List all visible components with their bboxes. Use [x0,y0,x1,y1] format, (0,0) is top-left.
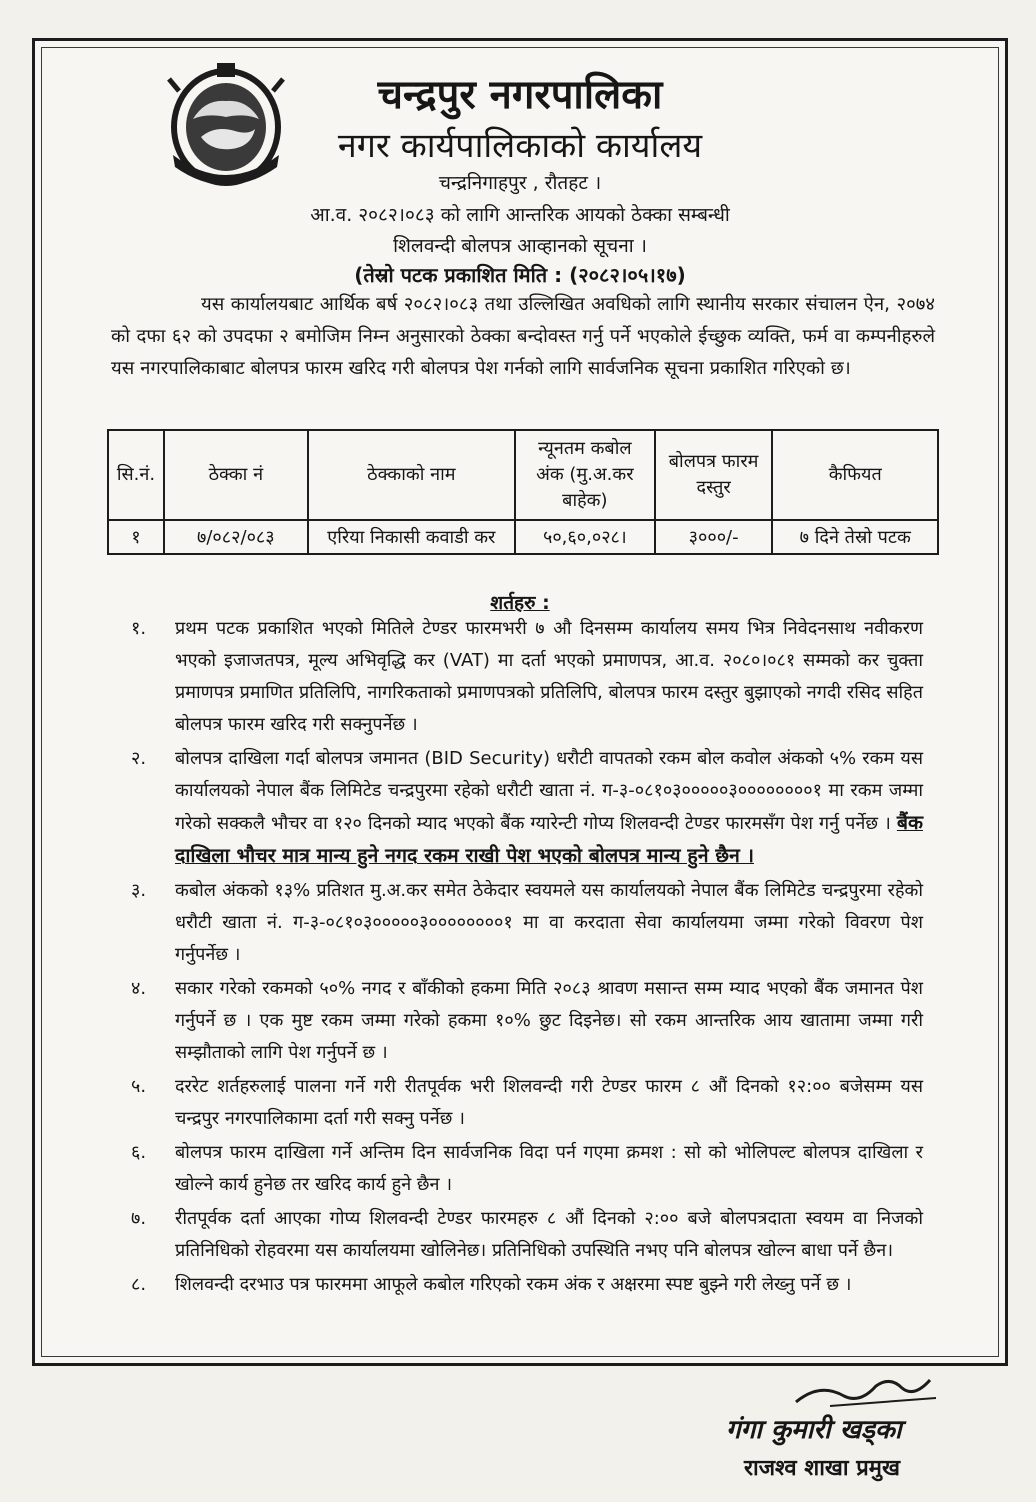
col-remarks: कैफियत [772,430,938,520]
list-item [131,743,923,873]
list-item [131,1269,923,1301]
term-text: शिलवन्दी दरभाउ पत्र फारममा आफूले कबोल गरिएको रकम अंक र अक्षरमा स्पष्ट बुझ्ने गरी लेख्नु पर्ने छ । [175,1274,852,1295]
notice-subject-line1: आ.व. २०८२।०८३ को लागि आन्तरिक आयको ठेक्का सम्बन्धी [310,204,730,226]
col-min-bid: न्यूनतम कबोल अंक (मु.अ.कर बाहेक) [515,430,655,520]
term-number: ४. [131,978,147,999]
col-contract-no: ठेक्का नं [164,430,308,520]
col-serial: सि.नं. [108,430,164,520]
list-item [131,1137,923,1201]
office-title: नगर कार्यपालिकाको कार्यालय [337,126,703,166]
address: चन्द्रनिगाहपुर , रौतहट । [438,172,602,194]
cell-contract-no: ७/०८२/०८३ [164,520,308,554]
cell-form-fee: ३०००/- [655,520,773,554]
term-text: कबोल अंकको १३% प्रतिशत मु.अ.कर समेत ठेकेदार स्वयमले यस कार्यालयको नेपाल बैंक लिमिटेड चन्द्रपुरमा रहेको धरौटी खाता नं. ग-३-०८१०३०००००३००००००००१ मा वा करदाता सेवा कार्यालयमा जम्मा गरेको विवरण पेश गर्नुपर्नेछ । [175,880,923,965]
term-text-wrap [175,743,923,873]
term-number: ८. [131,1274,147,1295]
term-text: रीतपूर्वक दर्ता आएका गोप्य शिलवन्दी टेण्डर फारमहरु ८ औं दिनको २:०० बजे बोलपत्रदाता स्वयम वा निजको प्रतिनिधिको रोहवरमा यस कार्यालयमा खोलिनेछ। प्रतिनिधिको उपस्थिति नभए पनि बोलपत्र खोल्न बाधा पर्ने छैन। [175,1208,923,1261]
term-text: दररेट शर्तहरुलाई पालना गर्ने गरी रीतपूर्वक भरी शिलवन्दी गरी टेण्डर फारम ८ औं दिनको १२:०० बजेसम्म यस चन्द्रपुर नगरपालिकामा दर्ता गरी सक्नु पर्नेछ । [175,1076,923,1129]
table-header-row [108,430,938,520]
municipality-title: चन्द्रपुर नगरपालिका [377,72,663,118]
term-number: ५. [131,1076,147,1097]
terms-heading: शर्तहरु : [490,592,550,614]
col-contract-name: ठेक्काको नाम [308,430,515,520]
tender-table [107,429,939,555]
term-text: सकार गरेको रकमको ५०% नगद र बाँकीको हकमा मिति २०८३ श्रावण मसान्त सम्म म्याद भएको बैंक जमानत पेश गर्नुपर्ने छ । एक मुष्ट रकम जम्मा गरेको हकमा १०% छुट दिइनेछ। सो रकम आन्तरिक आय खातामा जम्मा गरी सम्झौताको लागि पेश गर्नुपर्ने छ । [175,978,923,1063]
list-item [131,973,923,1069]
signatory-title: राजश्व शाखा प्रमुख [744,1456,900,1481]
col-form-fee: बोलपत्र फारम दस्तुर [655,430,773,520]
term-text: प्रथम पटक प्रकाशित भएको मितिले टेण्डर फारमभरी ७ औ दिनसम्म कार्यालय समय भित्र निवेदनसाथ नवीकरण भएको इजाजतपत्र, मूल्य अभिवृद्धि कर (VAT) मा दर्ता भएको प्रमाणपत्र, आ.व. २०८०।०८१ सम्मको कर चुक्ता प्रमाणपत्र प्रमाणित प्रतिलिपि, नागरिकताको प्रमाणपत्रको प्रतिलिपि, बोलपत्र फारम दस्तुर बुझाएको नगदी रसिद सहित बोलपत्र फारम खरिद गरी सक्नुपर्नेछ । [175,618,923,735]
cell-contract-name: एरिया निकासी कवाडी कर [308,520,515,554]
term-number: ३. [131,880,147,901]
term-emphasis: बैंक दाखिला भौचर मात्र मान्य हुने नगद रकम राखी पेश भएको बोलपत्र मान्य हुने छैन । [175,811,923,867]
signatory-name: गंगा कुमारी खड्का [726,1415,902,1445]
table-row [108,520,938,554]
publication-date: (तेस्रो पटक प्रकाशित मिति : (२०८२।०५।१७) [354,263,686,287]
term-text: बोलपत्र दाखिला गर्दा बोलपत्र जमानत (BID Security) धरौटी वापतको रकम बोल कवोल अंकको ५% रकम यस कार्यालयको नेपाल बैंक लिमिटेड चन्द्रपुरमा रहेको धरौटी खाता नं. ग-३-०८१०३०००००३००००००००१ मा रकम जम्मा गरेको सक्कलै भौचर वा १२० दिनको म्याद भएको बैंक ग्यारेन्टी गोप्य शिलवन्दी टेण्डर फारमसँग पेश गर्नु पर्नेछ । [175,748,923,834]
term-number: ७. [131,1208,147,1229]
signature-scribble-icon [790,1372,940,1412]
notice-frame [32,38,1008,1366]
intro-paragraph: यस कार्यालयबाट आर्थिक बर्ष २०८२।०८३ तथा उल्लिखित अवधिको लागि स्थानीय सरकार संचालन ऐन, २०७४ को दफा ६२ को उपदफा २ बमोजिम निम्न अनुसारको ठेक्का बन्दोवस्त गर्नु पर्ने भएकोले ईच्छुक व्यक्ति, फर्म वा कम्पनीहरुले यस नगरपालिकाबाट बोलपत्र फारम खरिद गरी बोलपत्र पेश गर्नको लागि सार्वजनिक सूचना प्रकाशित गरिएको छ। [111,294,935,379]
term-text: बोलपत्र फारम दाखिला गर्ने अन्तिम दिन सार्वजनिक विदा पर्न गएमा क्रमश : सो को भोलिपल्ट बोलपत्र दाखिला र खोल्ने कार्य हुनेछ तर खरिद कार्य हुने छैन । [175,1142,923,1195]
terms-list [131,613,923,1303]
list-item [131,875,923,971]
list-item [131,1071,923,1135]
term-number: १. [131,618,147,639]
notice-subject-line2: शिलवन्दी बोलपत्र आव्हानको सूचना । [393,235,647,257]
cell-min-bid: ५०,६०,०२८। [515,520,655,554]
cell-serial: १ [108,520,164,554]
list-item [131,613,923,741]
cell-remarks: ७ दिने तेस्रो पटक [772,520,938,554]
term-number: २. [131,748,147,769]
list-item [131,1203,923,1267]
term-number: ६. [131,1142,147,1163]
